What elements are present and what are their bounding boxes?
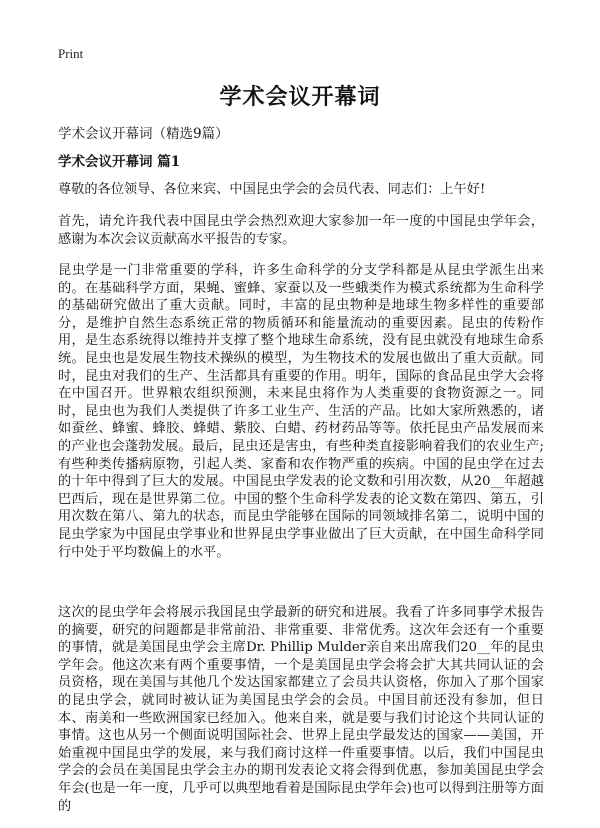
document-subtitle: 学术会议开幕词（精选9篇） [58,126,229,142]
document-title: 学术会议开幕词 [219,84,381,110]
paragraph-welcome: 首先，请允许我代表中国昆虫学会热烈欢迎大家参加一年一度的中国昆虫学年会，感谢为本次会议贡献高水平报告的专家。 [58,214,544,247]
section-heading: 学术会议开幕词 篇1 [58,154,181,170]
paragraph-annual-meeting: 这次的昆虫学年会将展示我国昆虫学最新的研究和进展。我看了许多同事学术报告的摘要，研究的问题都是非常前沿、非常重要、非常优秀。这次年会还有一个重要的事情，就是美国昆虫学会主席Dr. Phillip Mulder亲自来出席我们20__年的昆虫学年会。他这次来有两个重要事情，一个是美国昆虫学会将会扩大其共同认证的会员资格，现在美国与其他几个发达国家都建立了会员共认资格，你加入了那个国家的昆虫学会，就同时被认证为美国昆虫学会的会员。中国目前还没有参加，但日本、南美和一些欧洲国家已经加入。他来自来，就是要与我们讨论这个共同认证的事情。这也从另一个侧面说明国际社会、世界上昆虫学最发达的国家——美国，开始重视中国昆虫学的发展，来与我们商讨这样一件重要事情。以后，我们中国昆虫学会的会员在美国昆虫学会主办的期刊发表论文将会得到优惠，参加美国昆虫学会年会(也是一年一度，几乎可以典型地看着是国际昆虫学年会)也可以得到注册等方面的 [58,605,544,814]
paragraph-entomology-importance: 昆虫学是一门非常重要的学科，许多生命科学的分支学科都是从昆虫学派生出来的。在基础科学方面，果蝇、蜜蜂、家蚕以及一些蛾类作为模式系统都为生命科学的基础研究做出了重大贡献。同时，丰富的昆虫物种是地球生物多样性的重要部分，是维护自然生态系统正常的物质循环和能量流动的重要因素。昆虫的传粉作用，是生态系统得以维持并支撑了整个地球生命系统，没有昆虫就没有地球生命系统。昆虫也是发展生物技术操纵的模型，为生物技术的发展也做出了重大贡献。同时，昆虫对我们的生产、生活都具有重要的作用。明年，国际的食品昆虫学大会将在中国召开。世界粮农组织预测，未来昆虫将作为人类重要的食物资源之一。同时，昆虫也为我们人类提供了许多工业生产、生活的产品。比如大家所熟悉的，诸如蚕丝、蜂蜜、蜂胶、蜂蜡、紫胶、白蜡、药材药品等等。依托昆虫产品发展而来的产业也会蓬勃发展。最后，昆虫还是害虫，有些种类直接影响着我们的农业生产;有些种类传播病原物，引起人类、家畜和农作物严重的疾病。中国的昆虫学在过去的十年中得到了巨大的发展。中国昆虫学发表的论文数和引用次数，从20__年超越巴西后，现在是世界第二位。中国的整个生命科学发表的论文数在第四、第五，引用次数在第八、第九的状态，而昆虫学能够在国际的同领域排名第二，说明中国的昆虫学家为中国昆虫学事业和世界昆虫学事业做出了巨大贡献，在中国生命科学同行中处于平均数偏上的水平。 [58,263,544,560]
paragraph-greeting: 尊敬的各位领导、各位来宾、中国昆虫学会的会员代表、同志们：上午好! [58,182,486,197]
print-link[interactable]: Print [58,46,84,61]
